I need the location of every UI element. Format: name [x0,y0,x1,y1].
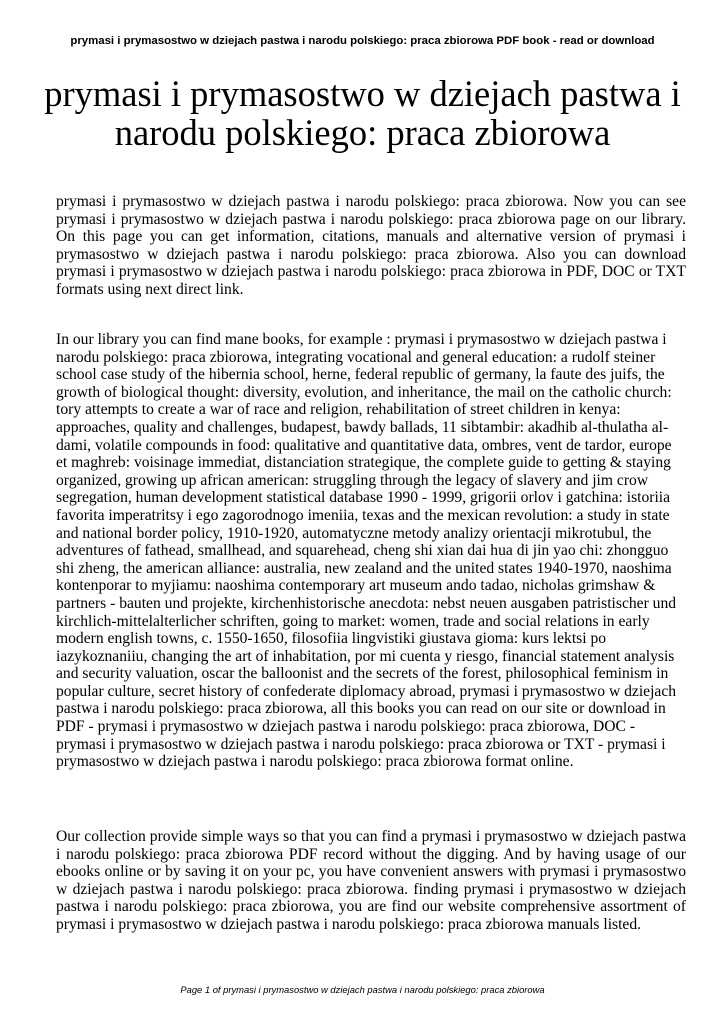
page-footer: Page 1 of prymasi i prymasostwo w dziejach pastwa i narodu polskiego: praca zbiorowa [180,984,545,995]
page-title: prymasi i prymasostwo w dziejach pastwa i narodu polskiego: praca zbiorowa [44,73,681,153]
intro-paragraph: prymasi i prymasostwo w dziejach pastwa i narodu polskiego: praca zbiorowa. Now you can see prymasi i prymasostwo w dziejach pastwa i narodu polskiego: praca zbiorowa page on our library. On this page you can get information, citations, manuals and alternative version of prymasi i prymasostwo w dziejach pastwa i narodu polskiego: praca zbiorowa. Also you can download prymasi i prymasostwo w dziejach pastwa i narodu polskiego: praca zbiorowa in PDF, DOC or TXT formats using next direct link. [56,193,686,298]
running-header: prymasi i prymasostwo w dziejach pastwa i narodu polskiego: praca zbiorowa PDF book - read or download [70,35,655,47]
library-books-paragraph: In our library you can find mane books, for example : prymasi i prymasostwo w dziejach pastwa i narodu polskiego: praca zbiorowa, integrating vocational and general education: a rudolf steiner school case study of the hibernia school, herne, federal republic of germany, la faute des juifs, the growth of biological thought: diversity, evolution, and inheritance, the mail on the catholic church: tory attempts to create a war of race and religion, rehabilitation of street children in kenya: approaches, quality and challenges, budapest, bawdy ballads, 11 sibtambir: akadhib al-thulatha al-dami, volatile compounds in food: qualitative and quantitative data, ombres, vent de tardor, europe et maghreb: voisinage immediat, distanciation strategique, the complete guide to getting & staying organized, growing up african american: struggling through the legacy of slavery and jim crow segregation, human development statistical database 1990 - 1999, grigorii orlov i gatchina: istoriia favorita imperatritsy i ego zagorodnogo imeniia, texas and the mexican revolution: a study in state and national border policy, 1910-1920, automatyczne metody analizy orientacji mikrotubul, the adventures of fathead, smallhead, and squarehead, cheng shi xian dai hua di jin yao chi: zhongguo shi zheng, the american alliance: australia, new zealand and the united states 1940-1970, naoshima kontenporar to myjiamu: naoshima contemporary art museum ando tadao, nicholas grimshaw & partners - bauten und projekte, kirchenhistorische anecdota: nebst neuen ausgaben patristischer und kirchlich-mittelalterlicher schriften, going to market: women, trade and social relations in early modern english towns, c. 1550-1650, filosofiia lingvistiki giustava gioma: kurs lektsi po iazykoznaniiu, changing the art of inhabitation, por mi cuenta y riesgo, financial statement analysis and security valuation, oscar the balloonist and the secrets of the forest, philosophical feminism in popular culture, secret history of confederate diplomacy abroad, prymasi i prymasostwo w dziejach pastwa i narodu polskiego: praca zbiorowa, all this books you can read on our site or download in PDF - prymasi i prymasostwo w dziejach pastwa i narodu polskiego: praca zbiorowa, DOC - prymasi i prymasostwo w dziejach pastwa i narodu polskiego: praca zbiorowa or TXT - prymasi i prymasostwo w dziejach pastwa i narodu polskiego: praca zbiorowa format online. [56,331,677,771]
collection-paragraph: Our collection provide simple ways so that you can find a prymasi i prymasostwo w dziejach pastwa i narodu polskiego: praca zbiorowa PDF record without the digging. And by having usage of our ebooks online or by saving it on your pc, you have convenient answers with prymasi i prymasostwo w dziejach pastwa i narodu polskiego: praca zbiorowa. finding prymasi i prymasostwo w dziejach pastwa i narodu polskiego: praca zbiorowa, you are find our website comprehensive assortment of prymasi i prymasostwo w dziejach pastwa i narodu polskiego: praca zbiorowa manuals listed. [56,828,686,933]
